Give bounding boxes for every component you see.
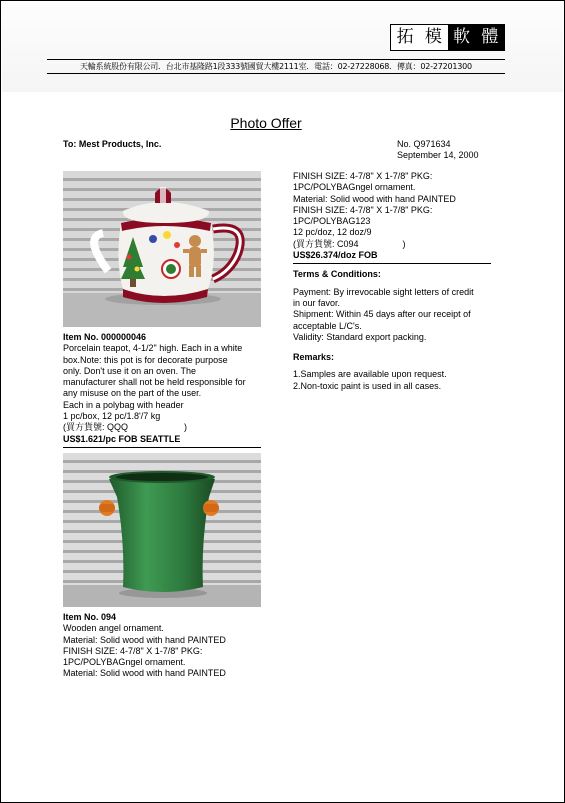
remarks-heading: Remarks: [293, 352, 335, 363]
item-description-line: Material: Solid wood with hand PAINTED [63, 634, 226, 645]
green-pot-photo [63, 453, 261, 607]
item-price: US$1.621/pc FOB SEATTLE [63, 433, 181, 444]
buyer-ref-label: (買方貨號: C094 [293, 238, 359, 249]
item-description-line: manufacturer shall not be held responsible for [63, 377, 246, 388]
buyer-ref-line [63, 422, 261, 433]
item-description-line: only. Don't use it on an oven. The [63, 365, 196, 376]
right-column [293, 171, 491, 392]
item-description-line: Porcelain teapot, 4-1/2" high. Each in a white [63, 343, 243, 354]
item-number: Item No. 094 [63, 611, 117, 622]
item-divider [63, 447, 261, 448]
item-price: US$26.374/doz FOB [293, 250, 378, 261]
item-description-line: Material: Solid wood with hand PAINTED [63, 668, 226, 679]
continuation-line: 1PC/POLYBAGngel ornament. [293, 182, 416, 193]
document-number: No. Q971634 [397, 139, 451, 149]
item-description-line: any misuse on the part of the user. [63, 388, 202, 399]
continuation-line: 1PC/POLYBAG123 [293, 216, 371, 227]
terms-line: acceptable L/C's. [293, 320, 362, 331]
terms-line: in our favor. [293, 297, 341, 308]
continuation-line: Material: Solid wood with hand PAINTED [293, 193, 456, 204]
document-meta [397, 139, 479, 162]
logo-char: 軟 [448, 25, 476, 50]
item-description-line: 1 pc/box, 12 pc/1.8'/7 kg [63, 411, 161, 422]
item-number: Item No. 000000046 [63, 332, 147, 342]
continuation-line: 12 pc/doz, 12 doz/9 [293, 227, 372, 238]
item-description-line: Wooden angel ornament. [63, 623, 164, 634]
buyer-ref-line [293, 239, 491, 250]
company-logo [390, 24, 505, 51]
remarks-line: 1.Samples are available upon request. [293, 369, 447, 380]
teapot-photo [63, 171, 261, 327]
remarks-line: 2.Non-toxic paint is used in all cases. [293, 380, 442, 391]
document-title: Photo Offer [230, 115, 302, 131]
continuation-line: FINISH SIZE: 4-7/8" X 1-7/8" PKG: [293, 171, 433, 181]
buyer-ref-close: ) [402, 238, 406, 249]
item-description-line: FINISH SIZE: 4-7/8" X 1-7/8" PKG: [63, 645, 203, 656]
buyer-ref-label: (買方貨號: QQQ [63, 422, 128, 433]
document-date: September 14, 2000 [397, 150, 479, 161]
item-block [63, 612, 261, 680]
item-description-line: Each in a polybag with header [63, 399, 184, 410]
item-description-line: 1PC/POLYBAGngel ornament. [63, 657, 186, 668]
terms-heading: Terms & Conditions: [293, 269, 381, 280]
letterhead-rule-top [47, 59, 505, 60]
item-block [63, 332, 261, 448]
logo-char: 模 [419, 25, 447, 50]
terms-line: Shipment: Within 45 days after our receipt of [293, 309, 471, 320]
section-divider [293, 263, 491, 264]
left-column [63, 171, 261, 680]
letterhead-rule-bottom [47, 73, 505, 74]
recipient-line: To: Mest Products, Inc. [63, 139, 162, 149]
continuation-line: FINISH SIZE: 4-7/8" X 1-7/8" PKG: [293, 204, 433, 215]
logo-char: 體 [476, 25, 504, 50]
buyer-ref-close: ) [184, 422, 187, 433]
item-description-line: box.Note: this pot is for decorate purpose [63, 354, 228, 365]
company-address-line: 天輪系統股份有限公司．台北市基隆路1段333號國貿大樓2111室．電話：02-27228068．傳真：02-27201300 [80, 62, 472, 71]
terms-line: Payment: By irrevocable sight letters of credit [293, 286, 474, 297]
terms-line: Validity: Standard export packing. [293, 331, 427, 342]
logo-char: 拓 [391, 25, 419, 50]
